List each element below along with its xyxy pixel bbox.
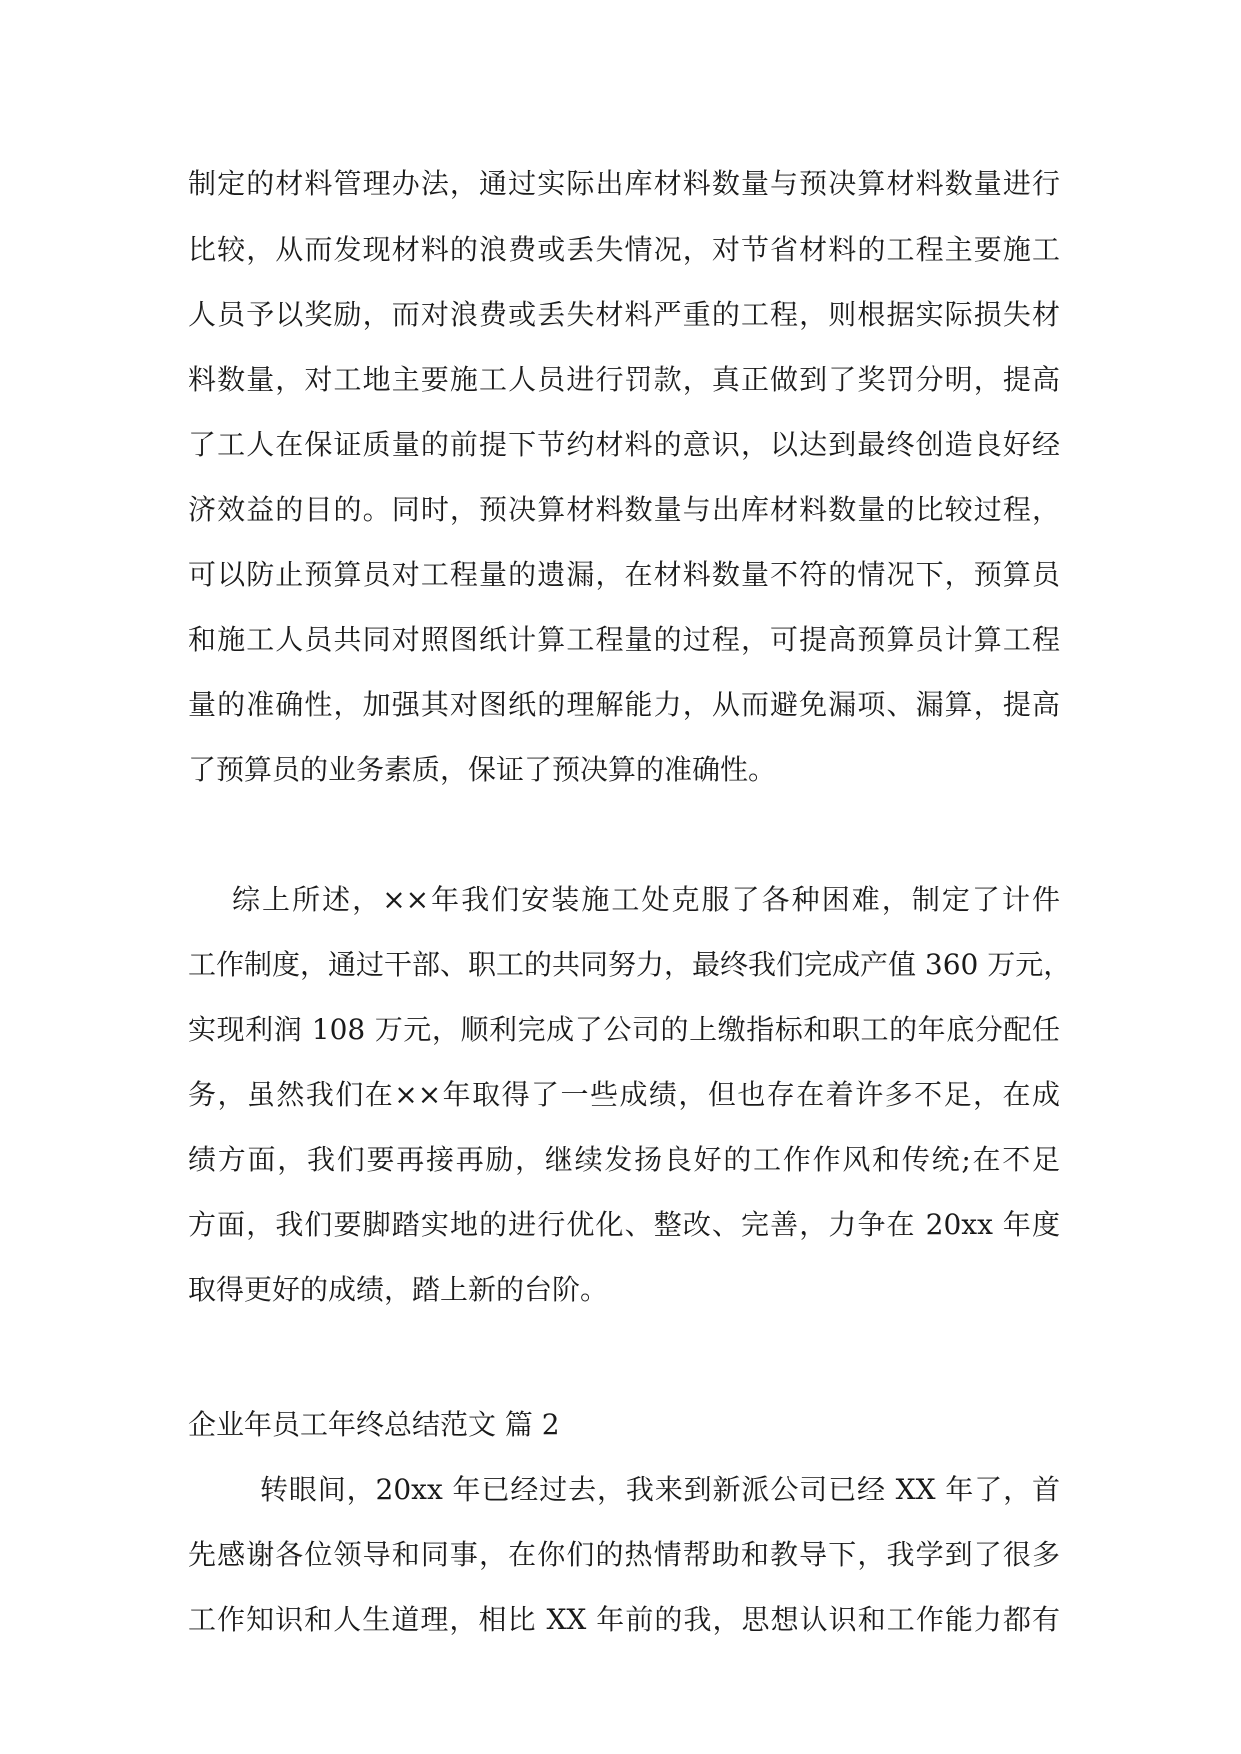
paragraph-line: 务，虽然我们在××年取得了一些成绩，但也存在着许多不足，在成: [188, 1078, 1060, 1111]
paragraph-line: 了工人在保证质量的前提下节约材料的意识，以达到最终创造良好经: [188, 428, 1060, 461]
paragraph-line: 工作知识和人生道理，相比 XX 年前的我，思想认识和工作能力都有: [188, 1603, 1060, 1636]
paragraph-line: 转眼间，20xx 年已经过去，我来到新派公司已经 XX 年了，首: [260, 1473, 1060, 1506]
paragraph-line: 济效益的目的。同时，预决算材料数量与出库材料数量的比较过程，: [188, 493, 1060, 526]
article-heading: 企业年员工年终总结范文 篇 2: [188, 1408, 560, 1441]
paragraph-line: 绩方面，我们要再接再励，继续发扬良好的工作作风和传统;在不足: [188, 1143, 1060, 1176]
paragraph-line: 工作制度，通过干部、职工的共同努力，最终我们完成产值 360 万元，: [188, 948, 1072, 981]
paragraph-line: 量的准确性，加强其对图纸的理解能力，从而避免漏项、漏算，提高: [188, 688, 1060, 721]
paragraph-line: 料数量，对工地主要施工人员进行罚款，真正做到了奖罚分明，提高: [188, 363, 1060, 396]
paragraph-line: 比较，从而发现材料的浪费或丢失情况，对节省材料的工程主要施工: [188, 233, 1060, 266]
paragraph-line: 和施工人员共同对照图纸计算工程量的过程，可提高预算员计算工程: [188, 623, 1060, 656]
paragraph-line: 人员予以奖励，而对浪费或丢失材料严重的工程，则根据实际损失材: [188, 298, 1060, 331]
paragraph-line: 先感谢各位领导和同事，在你们的热情帮助和教导下，我学到了很多: [188, 1538, 1060, 1571]
paragraph-line: 实现利润 108 万元，顺利完成了公司的上缴指标和职工的年底分配任: [188, 1013, 1060, 1046]
paragraph-line: 制定的材料管理办法，通过实际出库材料数量与预决算材料数量进行: [188, 167, 1060, 200]
paragraph-line: 取得更好的成绩，踏上新的台阶。: [188, 1273, 609, 1306]
paragraph-line: 了预算员的业务素质，保证了预决算的准确性。: [188, 753, 777, 786]
paragraph-line: 方面，我们要脚踏实地的进行优化、整改、完善，力争在 20xx 年度: [188, 1208, 1060, 1241]
paragraph-line: 综上所述，××年我们安装施工处克服了各种困难，制定了计件: [232, 883, 1060, 916]
paragraph-line: 可以防止预算员对工程量的遗漏，在材料数量不符的情况下，预算员: [188, 558, 1060, 591]
